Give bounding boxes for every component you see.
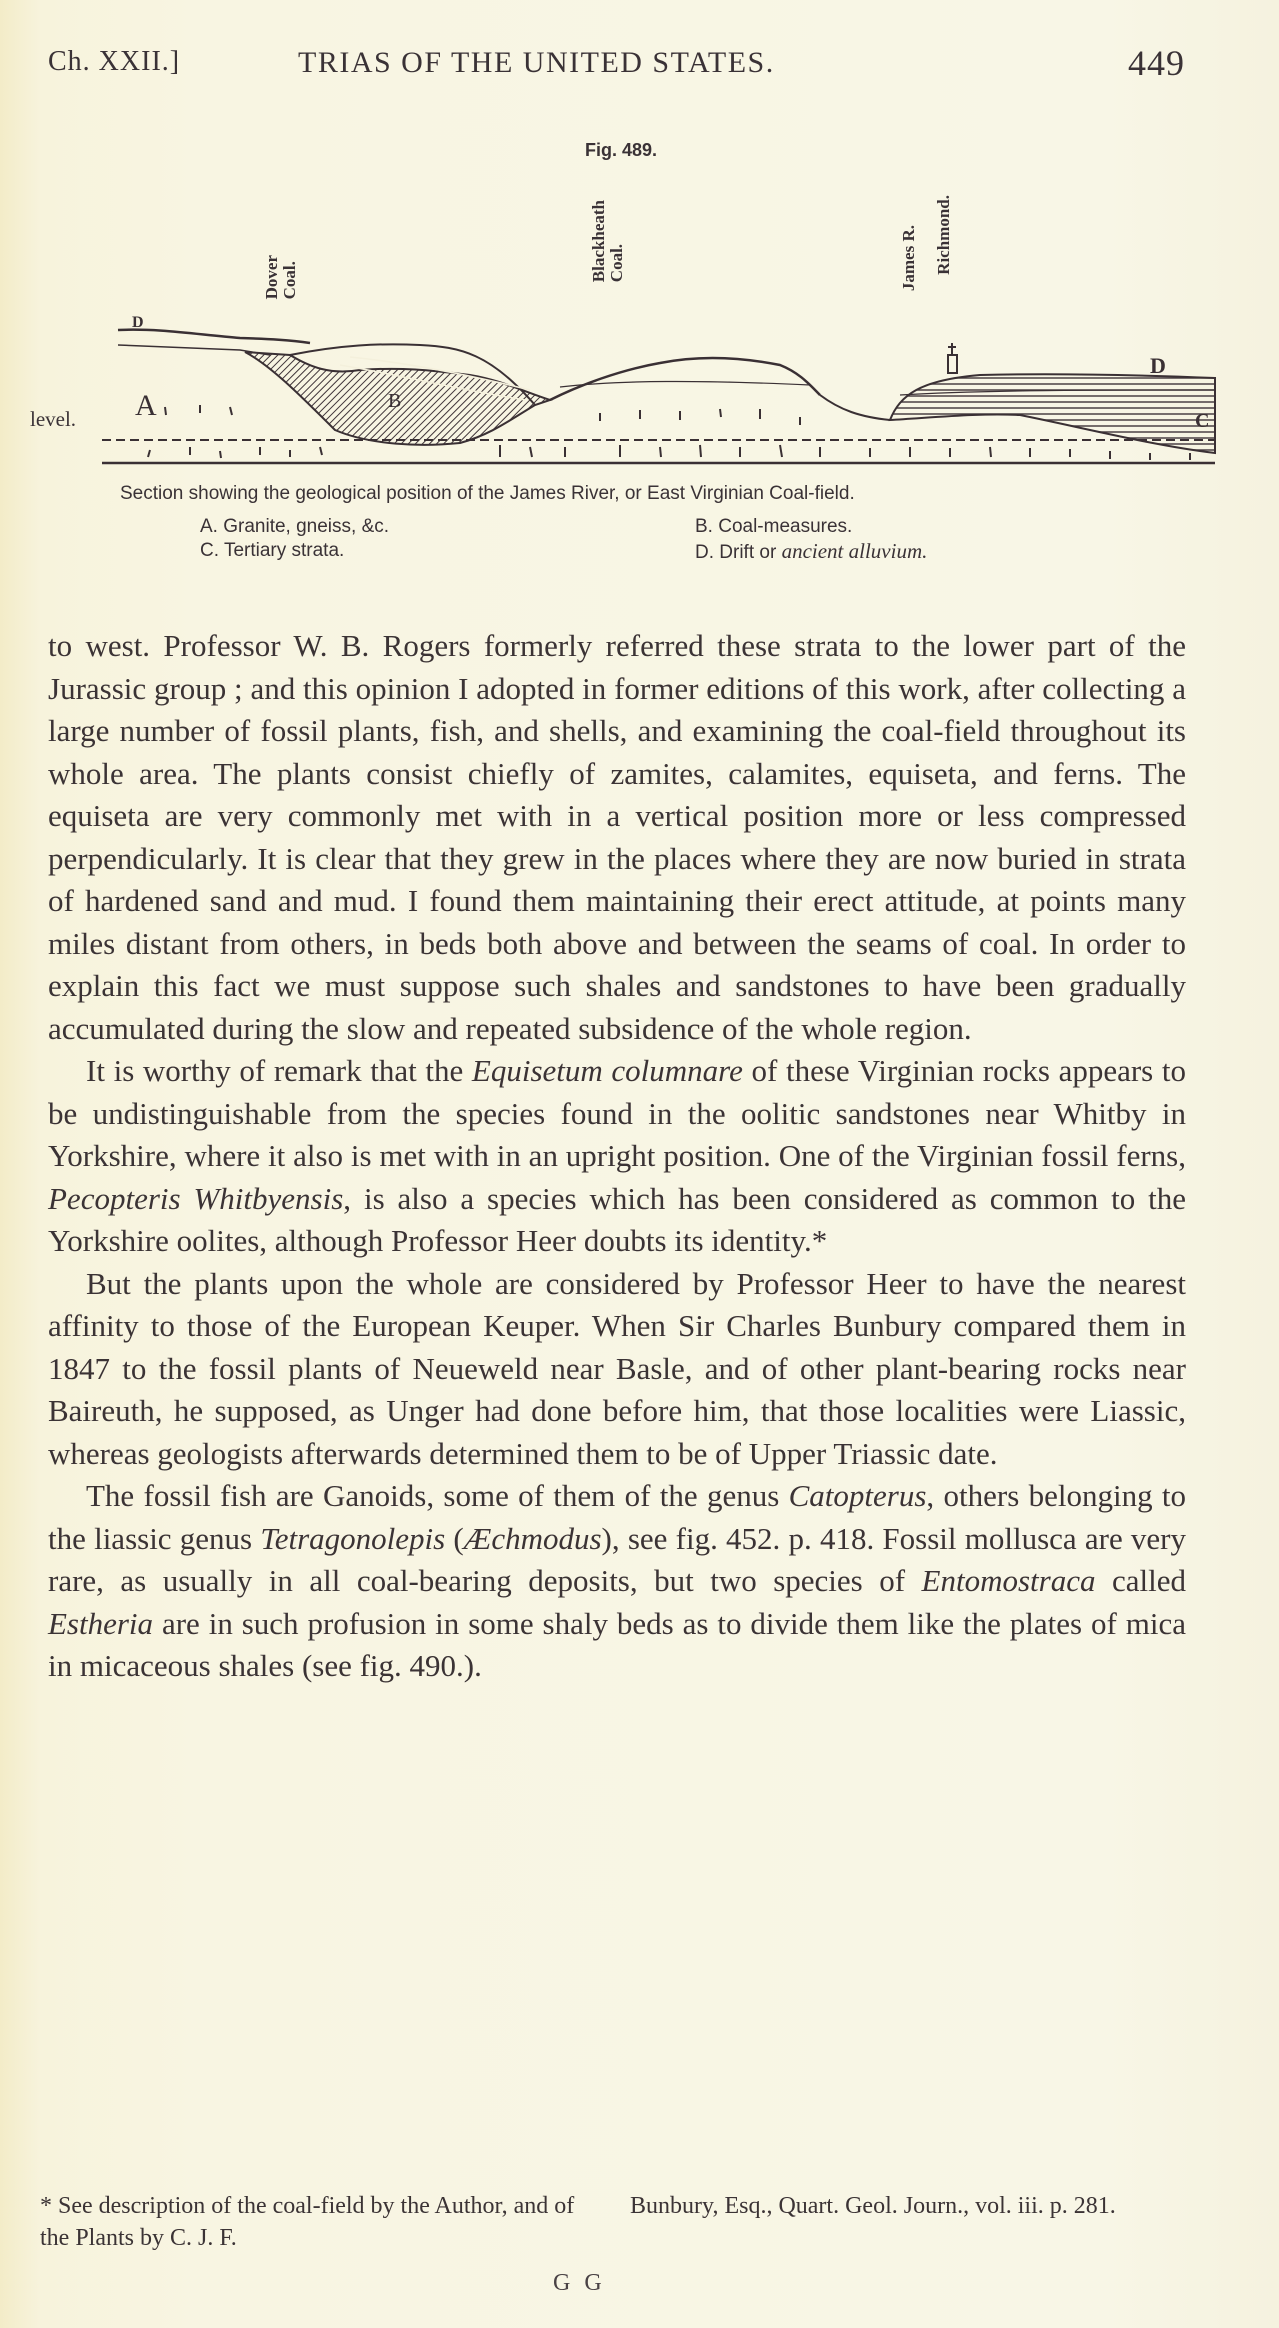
geological-section-figure xyxy=(20,195,1220,465)
legend-item-d: D. Drift or ancient alluvium. xyxy=(695,539,928,563)
paragraph-3: But the plants upon the whole are considered by Professor Heer to have the nearest affinity to those of the European Keuper. When Sir Charles Bunbury compared them in 1847 to the fossil plants of Neueweld near Basle, and of other plant-bearing rocks near Baireuth, he supposed, as Unger had done before him, that those localities were Liassic, whereas geologists afterwards determined them to be of Upper Triassic date. xyxy=(48,1265,1186,1471)
legend-item-c: C. Tertiary strata. xyxy=(200,540,345,561)
svg-text:A: A xyxy=(135,389,157,422)
footnote-right-column: Bunbury, Esq., Quart. Geol. Journ., vol. iii. p. 281. xyxy=(630,2193,1116,2219)
figure-caption: Section showing the geological position of the James River, or East Virginian Coal-field. xyxy=(120,483,855,504)
body-text xyxy=(48,625,1186,1688)
signature-mark: G G xyxy=(553,2270,606,2296)
paragraph-2: It is worthy of remark that the Equisetum columnare of these Virginian rocks appears to be undistinguishable from the species found in the oolitic sandstones near Whitby in Yorkshire, where it also is met with in an upright position. One of the Virginian fossil ferns, Pecopteris Whitbyensis, is also a species which has been considered as common to the Yorkshire oolites, although Professor Heer doubts its identity.* xyxy=(48,1053,1186,1258)
legend-item-a: A. Granite, gneiss, &c. xyxy=(200,516,390,537)
richmond-label: Richmond. xyxy=(934,195,953,275)
svg-text:D: D xyxy=(132,314,144,331)
paragraph-4: The fossil fish are Ganoids, some of them of the genus Catopterus, others belonging to the liassic genus Tetragonolepis (Æchmodus), see fig. 452. p. 418. Fossil mollusca are very rare, as usually in all coal-bearing deposits, but two species of Entomostraca called Estheria are in such profusion in some shaly beds as to divide them like the plates of mica in micaceous shales (see fig. 490.). xyxy=(48,1478,1187,1683)
svg-text:B: B xyxy=(388,390,402,412)
figure-label: Fig. 489. xyxy=(585,140,658,160)
james-river-label: James R. xyxy=(899,225,918,292)
section-drawing xyxy=(20,195,1220,465)
running-title: TRIAS OF THE UNITED STATES. xyxy=(298,46,775,79)
blackheath-coal-label: Blackheath Coal. xyxy=(589,200,626,283)
page-number: 449 xyxy=(1128,43,1185,83)
svg-text:C: C xyxy=(1195,410,1210,432)
sea-level-label: level. xyxy=(30,407,77,431)
footnote-left-column: * See description of the coal-field by the Author, and of the Plants by C. J. F. xyxy=(40,2193,575,2251)
paragraph-1: to west. Professor W. B. Rogers formerly referred these strata to the lower part of the Jurassic group ; and this opinion I adopted in former editions of this work, after collecting a large number of fossil plants, fish, and shells, and examining the coal-field throughout its whole area. The plants consist chiefly of zamites, calamites, equiseta, and ferns. The equiseta are very commonly met with in a vertical position more or less compressed perpendicularly. It is clear that they grew in the places where they are now buried in strata of hardened sand and mud. I found them maintaining their erect attitude, at points many miles distant from others, in beds both above and between the seams of coal. In order to explain this fact we must suppose such shales and sandstones to have been gradually accumulated during the slow and repeated subsidence of the whole region. xyxy=(48,628,1186,1046)
legend-item-b: B. Coal-measures. xyxy=(695,516,853,537)
dover-coal-label: Dover Coal. xyxy=(262,255,299,300)
running-header xyxy=(48,40,1198,90)
chapter-label: Ch. XXII.] xyxy=(48,46,181,77)
svg-text:D: D xyxy=(1150,353,1166,378)
